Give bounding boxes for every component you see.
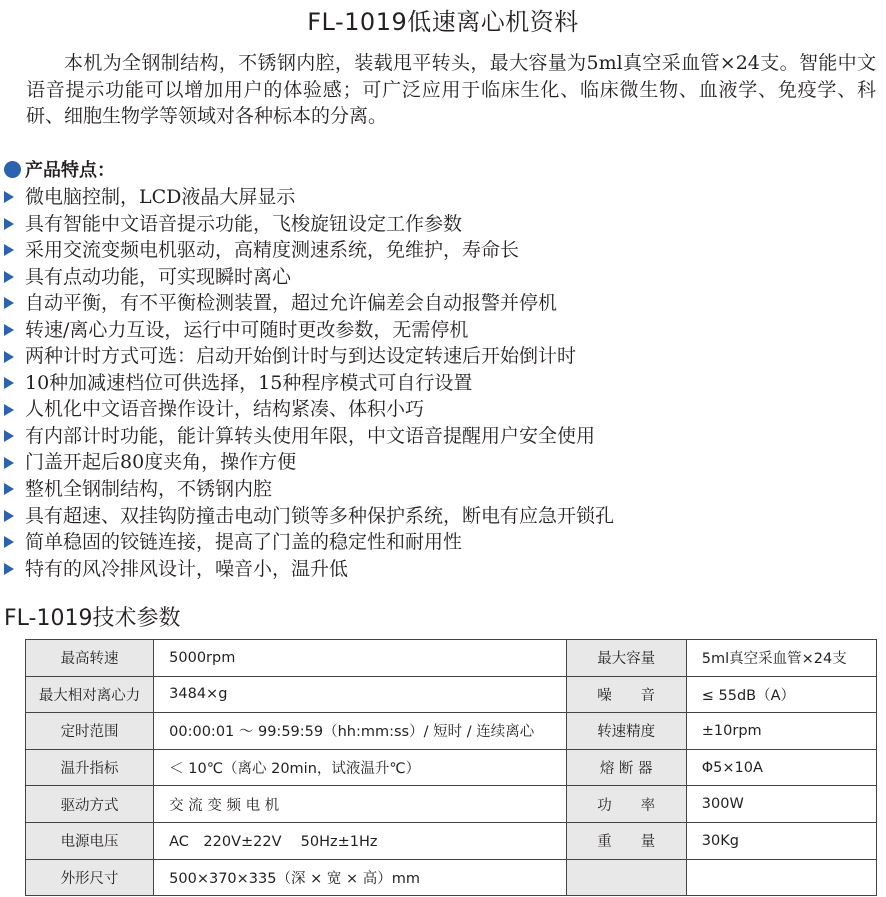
circle-bullet-icon [4,161,21,178]
spec-label: 外形尺寸 [26,859,154,896]
tech-params-title: FL-1019技术参数 [4,606,181,631]
spec-label: 定时范围 [26,713,154,750]
triangle-bullet-icon [4,457,14,469]
spec-value: ≤ 55dB（A） [686,676,876,713]
feature-item [4,529,614,556]
spec-row [26,713,877,750]
features-heading-label: 产品特点： [25,160,115,181]
spec-row [26,859,877,896]
feature-text: 自动平衡，有不平衡检测装置，超过允许偏差会自动报警并停机 [25,292,558,315]
triangle-bullet-icon [4,324,14,336]
feature-text: 人机化中文语音操作设计，结构紧凑、体积小巧 [25,398,425,421]
spec-value: ±10rpm [686,713,876,750]
spec-value: 交 流 变 频 电 机 [154,786,566,823]
feature-text: 特有的风冷排风设计，噪音小，温升低 [25,557,349,580]
spec-label: 电源电压 [26,822,154,859]
feature-text: 具有超速、双挂钩防撞击电动门锁等多种保护系统，断电有应急开锁孔 [25,504,615,527]
spec-value: ＜ 10℃（离心 20min，试液温升℃） [154,749,566,786]
spec-label: 最大相对离心力 [26,676,154,713]
spec-row [26,676,877,713]
feature-item [4,556,614,583]
features-list [4,184,614,582]
feature-text: 门盖开起后80度夹角，操作方便 [25,451,297,474]
intro-paragraph: 本机为全钢制结构，不锈钢内腔，装载甩平转头，最大容量为5ml真空采血管×24支。智能中文语音提示功能可以增加用户的体验感；可广泛应用于临床生化、临床微生物、血液学、免疫学、科研、细胞生物学等领域对各种标本的分离。 [26,52,876,127]
spec-table [25,639,877,896]
feature-item [4,184,614,211]
spec-label: 最大容量 [566,640,686,677]
feature-item [4,343,614,370]
triangle-bullet-icon [4,297,14,309]
spec-label: 熔 断 器 [566,749,686,786]
spec-value: Φ5×10A [686,749,876,786]
spec-value: 500×370×335（深 × 宽 × 高）mm [154,859,566,896]
feature-item [4,290,614,317]
spec-row [26,786,877,823]
feature-text: 两种计时方式可选：启动开始倒计时与到达设定转速后开始倒计时 [25,345,577,368]
page-title: FL-1019低速离心机资料 [307,8,579,36]
spec-value: 5ml真空采血管×24支 [686,640,876,677]
spec-label: 噪 音 [566,676,686,713]
feature-text: 10种加减速档位可供选择，15种程序模式可自行设置 [25,371,473,394]
feature-item [4,423,614,450]
feature-text: 有内部计时功能，能计算转头使用年限，中文语音提醒用户安全使用 [25,424,596,447]
feature-text: 转速/离心力互设，运行中可随时更改参数，无需停机 [25,318,469,341]
feature-item [4,211,614,238]
feature-text: 具有点动功能，可实现瞬时离心 [25,265,292,288]
spec-label [566,859,686,896]
spec-value: 3484×g [154,676,566,713]
features-heading [4,156,115,182]
triangle-bullet-icon [4,351,14,363]
feature-item [4,449,614,476]
spec-row [26,640,877,677]
spec-value [686,859,876,896]
triangle-bullet-icon [4,563,14,575]
spec-value: AC 220V±22V 50Hz±1Hz [154,822,566,859]
spec-value: 5000rpm [154,640,566,677]
spec-label: 温升指标 [26,749,154,786]
triangle-bullet-icon [4,244,14,256]
triangle-bullet-icon [4,271,14,283]
triangle-bullet-icon [4,404,14,416]
spec-value: 00:00:01 ～ 99:59:59（hh:mm:ss）/ 短时 / 连续离心 [154,713,566,750]
feature-item [4,264,614,291]
spec-label: 功 率 [566,786,686,823]
spec-label: 转速精度 [566,713,686,750]
feature-text: 整机全钢制结构，不锈钢内腔 [25,478,273,501]
spec-row [26,822,877,859]
feature-item [4,237,614,264]
feature-text: 简单稳固的铰链连接，提高了门盖的稳定性和耐用性 [25,531,463,554]
feature-item [4,396,614,423]
spec-label: 重 量 [566,822,686,859]
spec-value: 30Kg [686,822,876,859]
triangle-bullet-icon [4,536,14,548]
triangle-bullet-icon [4,483,14,495]
spec-label: 最高转速 [26,640,154,677]
triangle-bullet-icon [4,191,14,203]
spec-row [26,749,877,786]
spec-label: 驱动方式 [26,786,154,823]
feature-item [4,317,614,344]
feature-text: 具有智能中文语音提示功能，飞梭旋钮设定工作参数 [25,212,463,235]
feature-item [4,476,614,503]
triangle-bullet-icon [4,430,14,442]
feature-item [4,503,614,530]
triangle-bullet-icon [4,218,14,230]
feature-item [4,370,614,397]
feature-text: 微电脑控制，LCD液晶大屏显示 [25,186,296,208]
feature-text: 采用交流变频电机驱动，高精度测速系统，免维护，寿命长 [25,239,520,262]
triangle-bullet-icon [4,510,14,522]
spec-value: 300W [686,786,876,823]
triangle-bullet-icon [4,377,14,389]
